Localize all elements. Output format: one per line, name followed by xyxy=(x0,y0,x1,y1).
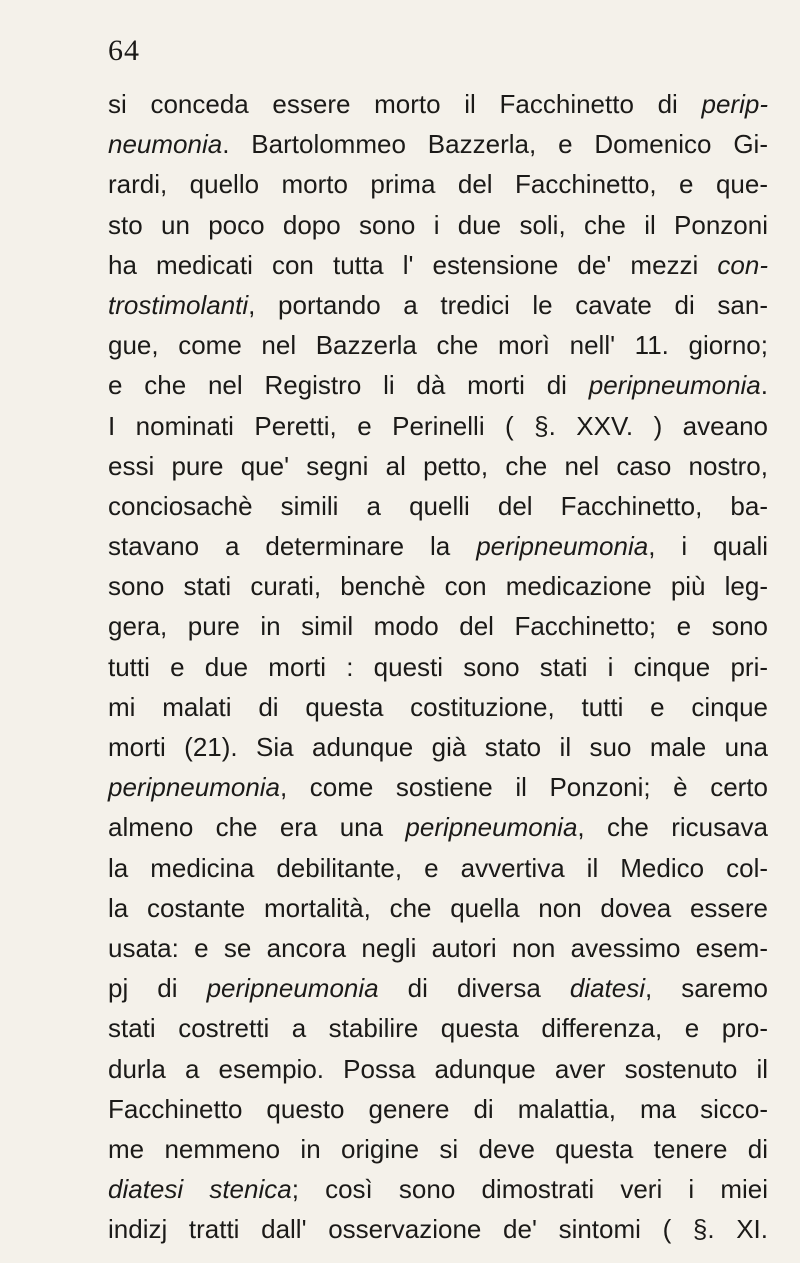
text-run: ; così sono dimostrati veri i miei xyxy=(291,1174,768,1205)
text-run: tutti e due morti : questi sono stati i cinque pri- xyxy=(108,651,768,682)
text-run: pj di xyxy=(108,973,207,1004)
text-run: si conceda essere morto il Facchinetto di xyxy=(108,89,702,119)
text-line xyxy=(108,1049,768,1089)
text-run: sono stati curati, benchè con medicazione più leg- xyxy=(108,571,768,602)
text-run: , come sostiene il Ponzoni; è certo xyxy=(280,772,768,803)
body-text xyxy=(108,84,768,1249)
text-line xyxy=(108,325,768,365)
italic-term: peripneumonia xyxy=(206,973,379,1004)
text-run: Facchinetto questo genere di malattia, ma sicco- xyxy=(108,1093,768,1124)
text-run: , i quali xyxy=(648,531,768,562)
text-line xyxy=(108,205,768,245)
text-line xyxy=(108,848,768,888)
text-line xyxy=(108,928,768,968)
text-run: sto un poco dopo sono i due soli, che il Ponzoni xyxy=(108,209,768,240)
text-line xyxy=(108,807,768,847)
page-number: 64 xyxy=(108,34,140,67)
text-run: , saremo xyxy=(645,973,768,1004)
text-line xyxy=(108,406,768,446)
text-line xyxy=(108,687,768,727)
text-run: . xyxy=(760,370,768,401)
text-run: , che ricusava xyxy=(577,812,769,843)
text-run: I nominati Peretti, e Perinelli ( §. XXV. ) aveano xyxy=(108,410,768,441)
text-run: mi malati di questa costituzione, tutti e cinque xyxy=(108,691,768,722)
text-line xyxy=(108,1169,768,1209)
text-run: durla a esempio. Possa adunque aver sostenuto il xyxy=(108,1053,768,1084)
italic-term: peripneumonia xyxy=(476,531,649,562)
italic-term: diatesi stenica xyxy=(108,1174,292,1205)
text-line xyxy=(108,606,768,646)
text-line xyxy=(108,526,768,566)
text-run: . Bartolommeo Bazzerla, e Domenico Gi- xyxy=(222,129,768,160)
text-line xyxy=(108,647,768,687)
text-line xyxy=(108,84,768,124)
text-line xyxy=(108,968,768,1008)
text-line xyxy=(108,164,768,204)
text-line xyxy=(108,365,768,405)
text-line xyxy=(108,1209,768,1249)
text-run: la costante mortalità, che quella non dovea essere xyxy=(108,892,768,923)
italic-term: peripneumonia xyxy=(405,812,578,843)
text-run: la medicina debilitante, e avvertiva il Medico col- xyxy=(108,852,768,883)
text-line xyxy=(108,1008,768,1048)
text-line xyxy=(108,446,768,486)
text-run: ha medicati con tutta l' estensione de' mezzi xyxy=(108,249,718,280)
text-run: almeno che era una xyxy=(108,812,406,843)
text-line xyxy=(108,566,768,606)
italic-term: perip- xyxy=(701,89,768,119)
text-line xyxy=(108,767,768,807)
italic-term: peripneumonia xyxy=(588,370,761,401)
text-run: usata: e se ancora negli autori non avessimo esem- xyxy=(108,932,768,963)
text-run: e che nel Registro li dà morti di xyxy=(108,370,589,401)
italic-term: con- xyxy=(717,249,768,280)
text-line xyxy=(108,727,768,767)
text-run: di diversa xyxy=(378,973,570,1004)
text-run: indizj tratti dall' osservazione de' sintomi ( §. XI. xyxy=(108,1214,768,1245)
text-line xyxy=(108,486,768,526)
text-run: morti (21). Sia adunque già stato il suo male una xyxy=(108,732,768,762)
text-run: stati costretti a stabilire questa differenza, e pro- xyxy=(108,1013,768,1044)
italic-term: trostimolanti xyxy=(108,289,249,320)
italic-term: diatesi xyxy=(569,973,645,1004)
text-line xyxy=(108,888,768,928)
text-run: gue, come nel Bazzerla che morì nell' 11. giorno; xyxy=(108,330,768,361)
text-run: conciosachè simili a quelli del Facchinetto, ba- xyxy=(108,490,768,521)
text-line xyxy=(108,285,768,325)
text-line xyxy=(108,1129,768,1169)
text-line xyxy=(108,245,768,285)
italic-term: peripneumonia xyxy=(108,772,281,803)
text-line xyxy=(108,1089,768,1129)
text-run: gera, pure in simil modo del Facchinetto; e sono xyxy=(108,611,768,642)
text-line xyxy=(108,124,768,164)
text-run: stavano a determinare la xyxy=(108,531,477,562)
text-run: , portando a tredici le cavate di san- xyxy=(248,289,768,320)
text-run: rardi, quello morto prima del Facchinetto, e que- xyxy=(108,169,768,200)
text-run: me nemmeno in origine si deve questa tenere di xyxy=(108,1133,768,1164)
italic-term: neumonia xyxy=(108,129,223,160)
text-run: essi pure que' segni al petto, che nel caso nostro, xyxy=(108,450,768,481)
